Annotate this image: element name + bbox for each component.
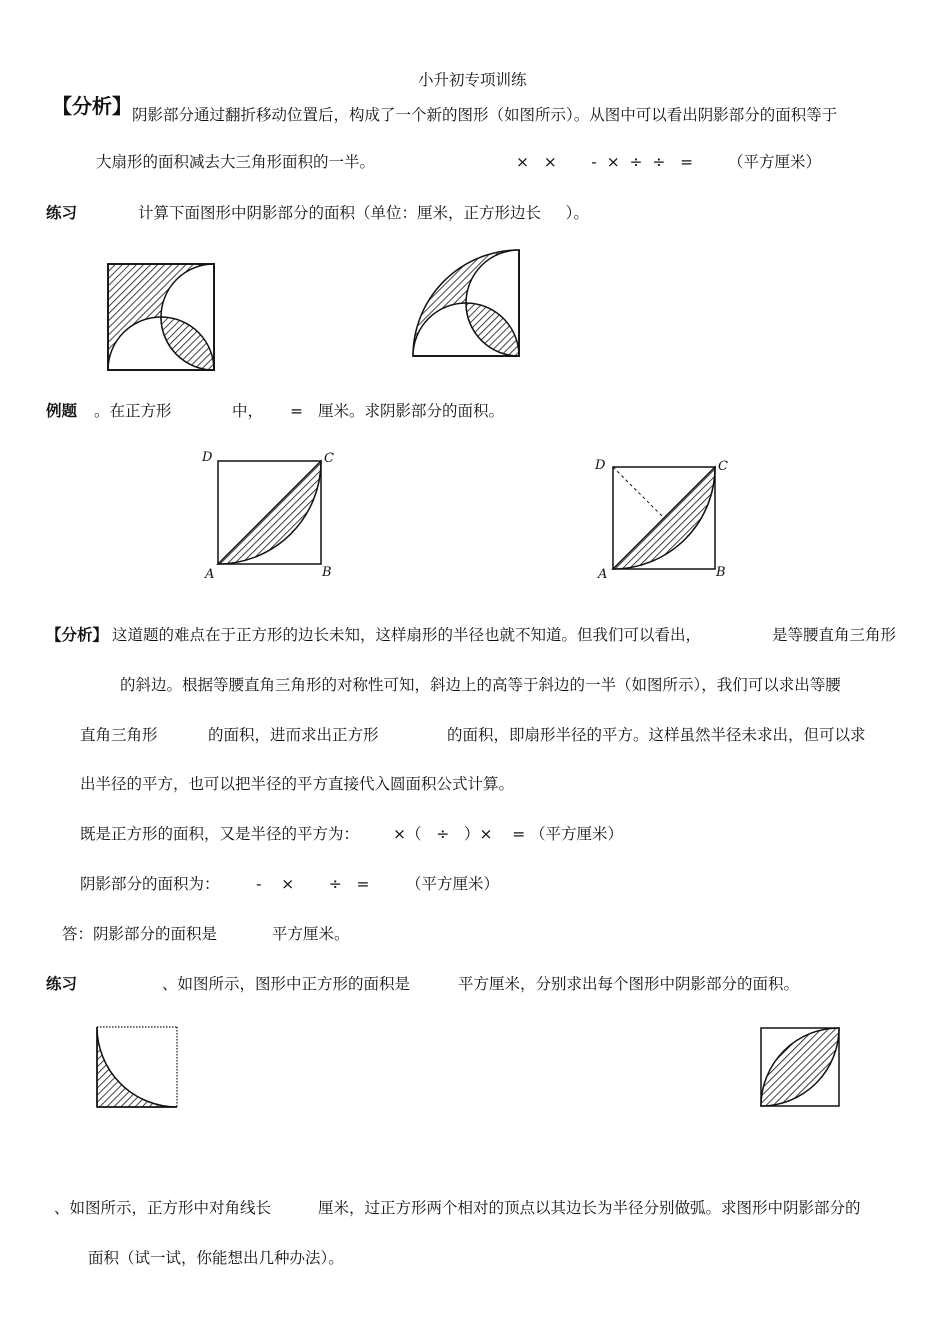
analysis2-line5b: ×（ ÷ ）× = [393,825,526,843]
practice1-figure-1 [100,258,225,378]
analysis2-line3c: 的面积，即扇形半径的平方。这样虽然半径未求出，但可以求 [447,726,866,744]
practice2-text-a: 、如图所示，图形中正方形的面积是 [162,975,411,993]
analysis2-line1b: 是等腰直角三角形 [772,626,897,644]
analysis2-line3a: 直角三角形 [80,726,158,744]
shaded-segment [218,461,321,564]
label-b: B [716,565,726,580]
label-c: C [324,451,334,466]
example-figure-2 [590,452,740,592]
shaded-corner [97,1027,177,1107]
analysis1-line1: 阴影部分通过翻折移动位置后，构成了一个新的图形（如图所示）。从图中可以看出阴影部分的面积等于 [132,106,838,124]
label-b: B [322,565,332,580]
practice2-figure-1 [92,1022,184,1114]
page-header-title: 小升初专项训练 [418,71,527,89]
analysis-tag: 【分析】 [52,94,132,118]
analysis1-formula: × × - × ÷ ÷ = [516,153,694,171]
practice1-text: 计算下面图形中阴影部分的面积（单位：厘米，正方形边长 ）。 [138,204,589,222]
analysis2-line5c: （平方厘米） [530,825,624,843]
analysis1-line2: 大扇形的面积减去大三角形面积的一半。 [96,153,376,171]
label-d: D [202,450,213,465]
example-text-1: 。在正方形 [94,402,172,420]
question2-line1a: 、如图所示，正方形中对角线长 [54,1199,272,1217]
label-d: D [595,458,606,473]
example-text-3: = [290,402,303,420]
practice2-label: 练习 [46,975,78,993]
example-text-2: 中， [232,402,264,420]
analysis2-line1a: 这道题的难点在于正方形的边长未知，这样扇形的半径也就不知道。但我们可以看出， [112,626,702,644]
analysis2-line3b: 的面积，进而求出正方形 [208,726,379,744]
dashed-height [613,467,664,518]
practice2-figure-2 [756,1023,846,1113]
analysis2-line5a: 既是正方形的面积，又是半径的平方为： [80,825,360,843]
label-c: C [718,459,728,474]
practice2-text-b: 平方厘米，分别求出每个图形中阴影部分的面积。 [458,975,800,993]
answer-text-a: 答：阴影部分的面积是 [62,925,218,943]
analysis2-line6c: （平方厘米） [406,875,500,893]
label-a: A [598,567,608,582]
analysis2-line6a: 阴影部分的面积为： [80,875,220,893]
example-label: 例题 [46,402,78,420]
analysis2-line6b: - × ÷ = [256,875,370,893]
analysis2-line4: 出半径的平方，也可以把半径的平方直接代入圆面积公式计算。 [80,775,515,793]
practice1-label: 练习 [46,204,78,222]
label-a: A [205,567,215,582]
question2-line2: 面积（试一试，你能想出几种办法）。 [88,1249,344,1267]
analysis1-unit: （平方厘米） [728,153,822,171]
example-figure-1 [196,446,346,586]
shaded-lens [761,1028,839,1106]
answer-text-b: 平方厘米。 [272,925,350,943]
practice1-figure-2 [405,246,530,366]
question2-line1b: 厘米，过正方形两个相对的顶点以其边长为半径分别做弧。求图形中阴影部分的 [318,1199,861,1217]
analysis2-line2: 的斜边。根据等腰直角三角形的对称性可知，斜边上的高等于斜边的一半（如图所示），我们可以求出等腰 [120,676,841,694]
analysis2-tag: 【分析】 [46,626,109,644]
example-text-4: 厘米。求阴影部分的面积。 [318,402,505,420]
